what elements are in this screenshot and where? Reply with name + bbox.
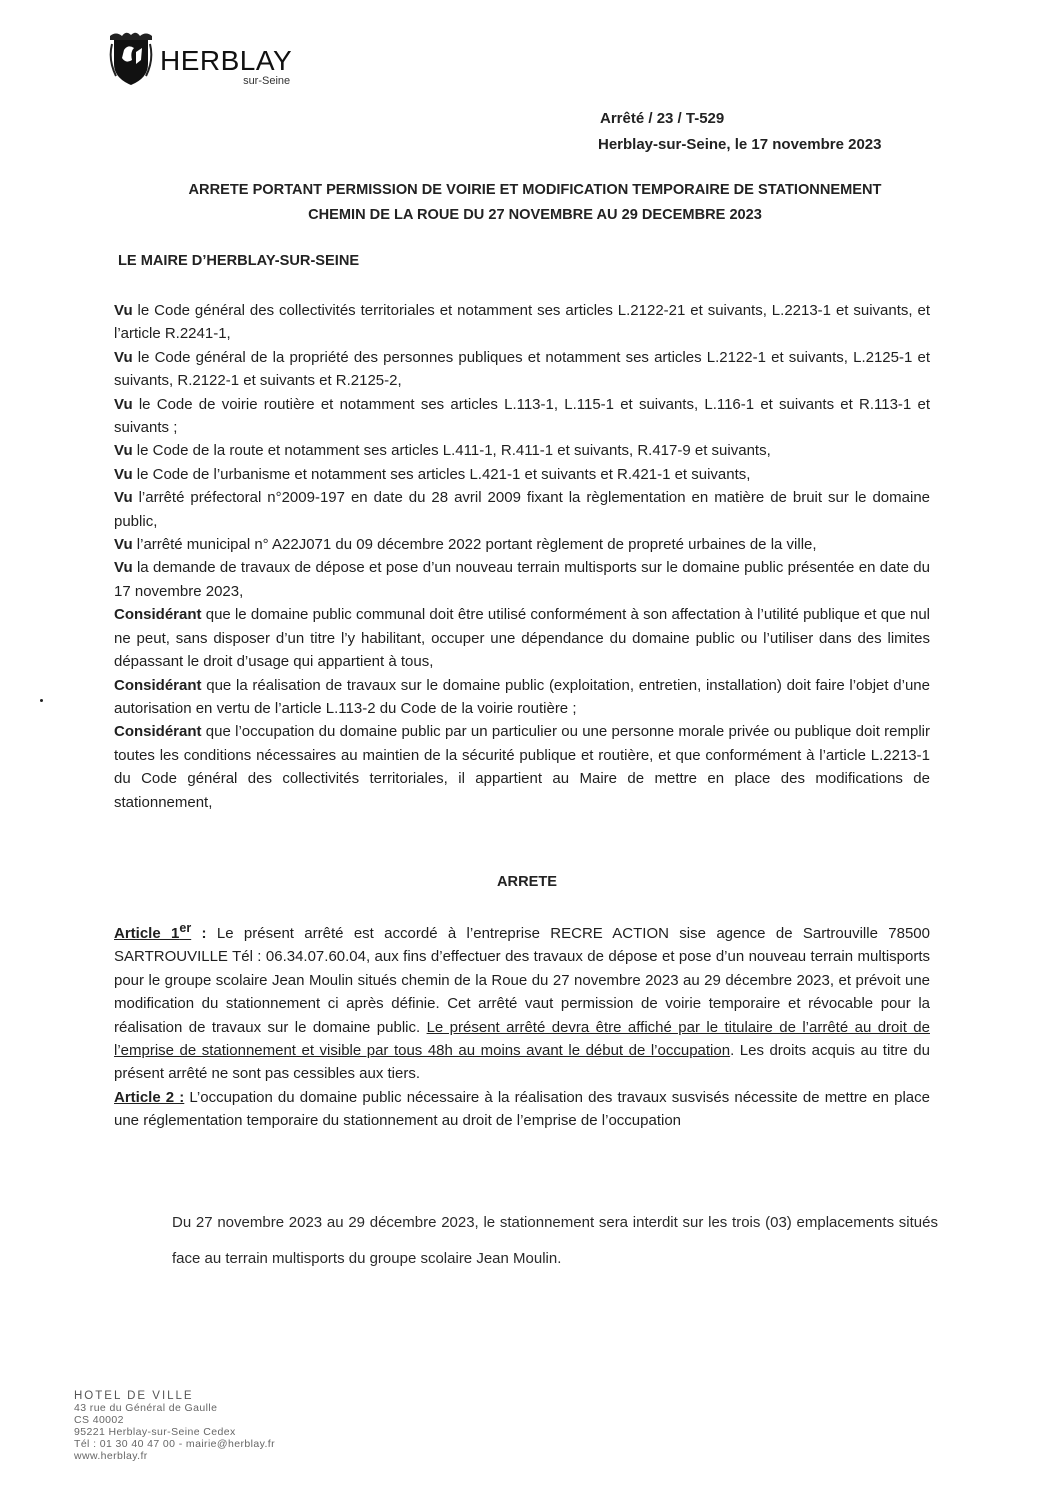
- logo-name: HERBLAY: [160, 45, 293, 76]
- visa-item: Vu l’arrêté municipal n° A22J071 du 09 décembre 2022 portant règlement de propreté urbaines de la ville,: [114, 536, 817, 554]
- city-crest-icon: [108, 30, 154, 88]
- footer-address: [74, 1390, 275, 1462]
- footer-line: CS 40002: [74, 1414, 124, 1426]
- article-2-label: Article 2 :: [114, 1088, 185, 1106]
- visa-item: Vu le Code de la route et notamment ses articles L.411-1, R.411-1 et suivants, R.417-9 et suivants,: [114, 442, 771, 460]
- decree-reference: [600, 106, 881, 158]
- decree-number: Arrêté / 23 / T-529: [600, 110, 725, 127]
- visa-item: Vu le Code général des collectivités territoriales et notamment ses articles L.2122-21 et suivants, L.2213-1 et suivants, et l’article R.2241-1,: [114, 302, 930, 343]
- title-line-1: ARRETE PORTANT PERMISSION DE VOIRIE ET MODIFICATION TEMPORAIRE DE STATIONNEMENT: [188, 182, 882, 198]
- logo-subtitle: sur-Seine: [243, 75, 291, 87]
- article-1-posting-notice: Le présent arrêté devra être affiché par le titulaire de l’arrêté au droit de l’emprise de stationnement et visible par tous 48h au moins avant le début de l’occupation: [114, 1018, 930, 1060]
- consideration-item: Considérant que le domaine public communal doit être utilisé conformément à son affectation à l’utilité publique et que nul ne peut, sans disposer d’un titre l’y habilitant, occuper une dépendance du domaine public ou l’utiliser dans des limites dépassant le droit d’usage qui appartient à tous,: [114, 606, 930, 671]
- footer-heading: HOTEL DE VILLE: [74, 1390, 194, 1402]
- article-1: Article 1er : Le présent arrêté est accordé à l’entreprise RECRE ACTION sise agence de Sartrouville 78500 SARTROUVILLE Tél : 06.34.07.60.04, aux fins d’effectuer des travaux de dépose et pose d’un nouveau terrain multisports pour le groupe scolaire Jean Moulin situés chemin de la Roue du 27 novembre 2023 au 29 décembre 2023, et prévoit une modification du stationnement ci après définie. Cet arrêté vaut permission de voirie temporaire et révocable pour la réalisation de travaux sur le domaine public. Le présent arrêté devra être affiché par le titulaire de l’arrêté au droit de l’emprise de stationnement et visible par tous 48h au moins avant le début de l’occupation. Les droits acquis au titre du présent arrêté ne sont pas cessibles aux tiers.: [114, 921, 930, 1083]
- articles: [114, 917, 930, 1133]
- visa-item: Vu le Code de voirie routière et notamment ses articles L.113-1, L.115-1 et suivants, L.116-1 et suivants et R.113-1 et suivants ;: [114, 395, 930, 437]
- article-1-label: Article 1er: [114, 921, 192, 942]
- footer-line: 95221 Herblay-sur-Seine Cedex: [74, 1426, 236, 1438]
- herblay-logo: [108, 30, 292, 88]
- consideration-item: Considérant que la réalisation de travaux sur le domaine public (exploitation, entretien, installation) doit faire l’objet d’une autorisation en vertu de l’article L.113-2 du Code de la voirie routière ;: [114, 676, 930, 717]
- visa-item: Vu le Code de l’urbanisme et notamment ses articles L.421-1 et suivants et R.421-1 et suivants,: [114, 465, 751, 483]
- decision-heading: ARRETE: [497, 874, 557, 890]
- title-line-2: CHEMIN DE LA ROUE DU 27 NOVEMBRE AU 29 DECEMBRE 2023: [308, 207, 762, 223]
- decree-title: [120, 178, 950, 228]
- consideration-item: Considérant que l’occupation du domaine public par un particulier ou une personne morale privée ou publique doit remplir toutes les conditions nécessaires au maintien de la sécurité publique et routière, et que conformément à l’article L.2213-1 du Code général des collectivités territoriales, il appartient au Maire de mettre en place des modifications de stationnement,: [114, 723, 930, 811]
- footer-line: www.herblay.fr: [74, 1450, 148, 1462]
- visa-item: Vu la demande de travaux de dépose et pose d’un nouveau terrain multisports sur le domaine public présentée en date du 17 novembre 2023,: [114, 559, 930, 600]
- article-2: Article 2 : L’occupation du domaine public nécessaire à la réalisation des travaux susvisés nécessite de mettre en place une réglementation temporaire du stationnement au droit de l’emprise de l’occupation: [114, 1088, 930, 1130]
- footer-line: 43 rue du Général de Gaulle: [74, 1402, 218, 1414]
- decree-place-date: Herblay-sur-Seine, le 17 novembre 2023: [598, 136, 882, 153]
- margin-mark: [40, 699, 43, 702]
- visa-item: Vu le Code général de la propriété des personnes publiques et notamment ses articles L.2122-1 et suivants, L.2125-1 et suivants, R.2122-1 et suivants et R.2125-2,: [114, 348, 930, 390]
- visa-item: Vu l’arrêté préfectoral n°2009-197 en date du 28 avril 2009 fixant la règlementation en matière de bruit sur le domaine public,: [114, 489, 930, 530]
- issuer-heading: LE MAIRE D’HERBLAY-SUR-SEINE: [118, 253, 360, 269]
- parking-measure: Du 27 novembre 2023 au 29 décembre 2023, le stationnement sera interdit sur les trois (03) emplacements situés face au terrain multisports du groupe scolaire Jean Moulin.: [172, 1214, 938, 1267]
- footer-line: Tél : 01 30 40 47 00 - mairie@herblay.fr: [74, 1438, 275, 1450]
- considerations: [114, 299, 930, 814]
